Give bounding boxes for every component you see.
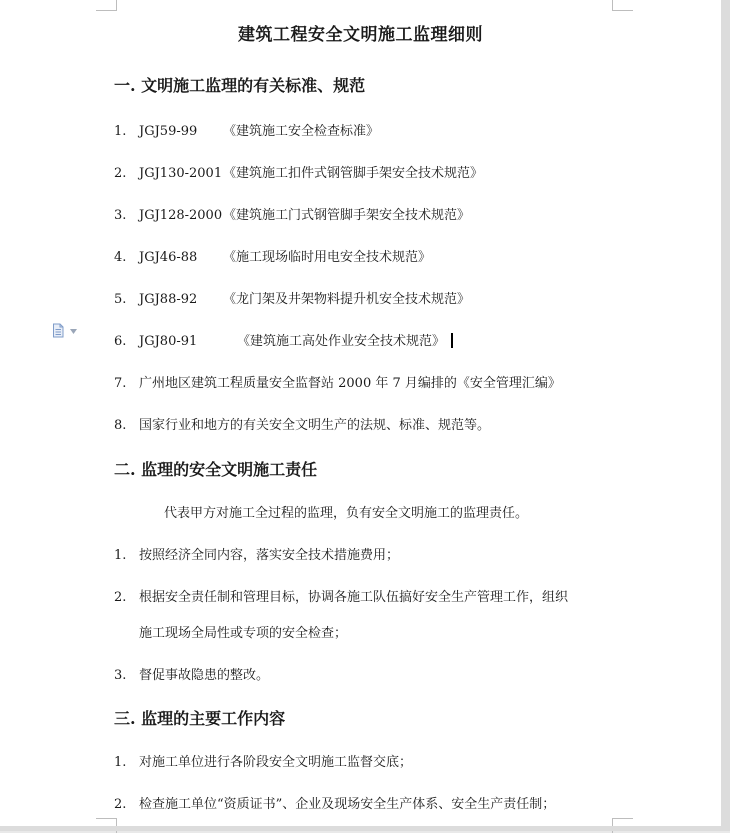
standard-code: JGJ88-92	[139, 292, 198, 307]
list-item	[114, 330, 453, 349]
standard-code: JGJ128-2000	[139, 208, 223, 223]
list-item	[114, 120, 379, 139]
item-number: 1.	[114, 755, 127, 770]
item-number: 7.	[114, 376, 127, 391]
list-item	[114, 751, 412, 770]
document-title: 建筑工程安全文明施工监理细则	[238, 25, 483, 45]
document-icon[interactable]	[52, 323, 66, 339]
standard-title: 《施工现场临时用电安全技术规范》	[223, 250, 432, 265]
chevron-down-icon[interactable]	[70, 329, 77, 334]
section-intro: 代表甲方对施工全过程的监理，负有安全文明施工的监理责任。	[164, 506, 529, 521]
standard-code: JGJ46-88	[139, 250, 198, 265]
list-item	[114, 372, 561, 391]
item-number: 6.	[114, 334, 127, 349]
section-heading-3: 三. 监理的主要工作内容	[114, 709, 286, 728]
list-item	[114, 544, 399, 563]
list-item	[114, 793, 555, 812]
item-text: 国家行业和地方的有关安全文明生产的法规、标准、规范等。	[139, 418, 491, 433]
item-number: 1.	[114, 124, 127, 139]
list-item	[114, 246, 431, 265]
standard-title: 《建筑施工安全检查标准》	[223, 124, 380, 139]
item-number: 2.	[114, 797, 127, 812]
item-number: 1.	[114, 548, 127, 563]
text-cursor	[451, 333, 453, 348]
page-corner-mark	[96, 0, 117, 11]
standard-code: JGJ80-91	[139, 334, 198, 349]
list-item	[114, 586, 568, 605]
item-number: 2.	[114, 166, 127, 181]
item-text: 广州地区建筑工程质量安全监督站 2000 年 7 月编排的《安全管理汇编》	[139, 376, 561, 391]
standard-title: 《建筑施工门式钢管脚手架安全技术规范》	[223, 208, 471, 223]
item-text: 对施工单位进行各阶段安全文明施工监督交底；	[139, 755, 413, 770]
item-number: 3.	[114, 668, 127, 683]
item-number: 2.	[114, 590, 127, 605]
page-corner-mark	[612, 0, 633, 11]
item-text: 按照经济全同内容，落实安全技术措施费用；	[139, 548, 400, 563]
item-number: 4.	[114, 250, 127, 265]
list-item	[114, 204, 470, 223]
list-item	[114, 414, 490, 433]
standard-code: JGJ130-2001	[139, 166, 223, 181]
item-text-continuation: 施工现场全局性或专项的安全检查；	[139, 626, 348, 641]
item-text: 根据安全责任制和管理目标，协调各施工队伍搞好安全生产管理工作，组织	[139, 590, 569, 605]
item-text: 督促事故隐患的整改。	[139, 668, 270, 683]
standard-code: JGJ59-99	[139, 124, 198, 139]
item-text: 检查施工单位“资质证书”、企业及现场安全生产体系、安全生产责任制；	[139, 797, 556, 812]
item-number: 5.	[114, 292, 127, 307]
standard-title: 《建筑施工高处作业安全技术规范》	[237, 334, 446, 349]
page-bottom-edge	[0, 826, 721, 831]
standard-title: 《龙门架及井架物料提升机安全技术规范》	[223, 292, 471, 307]
list-item	[114, 162, 483, 181]
item-number: 3.	[114, 208, 127, 223]
list-item	[114, 664, 269, 683]
item-number: 8.	[114, 418, 127, 433]
vertical-scrollbar[interactable]	[721, 0, 730, 831]
standard-title: 《建筑施工扣件式钢管脚手架安全技术规范》	[223, 166, 484, 181]
section-heading-2: 二. 监理的安全文明施工责任	[114, 460, 318, 479]
list-item	[114, 288, 470, 307]
section-heading-1: 一. 文明施工监理的有关标准、规范	[114, 76, 366, 95]
